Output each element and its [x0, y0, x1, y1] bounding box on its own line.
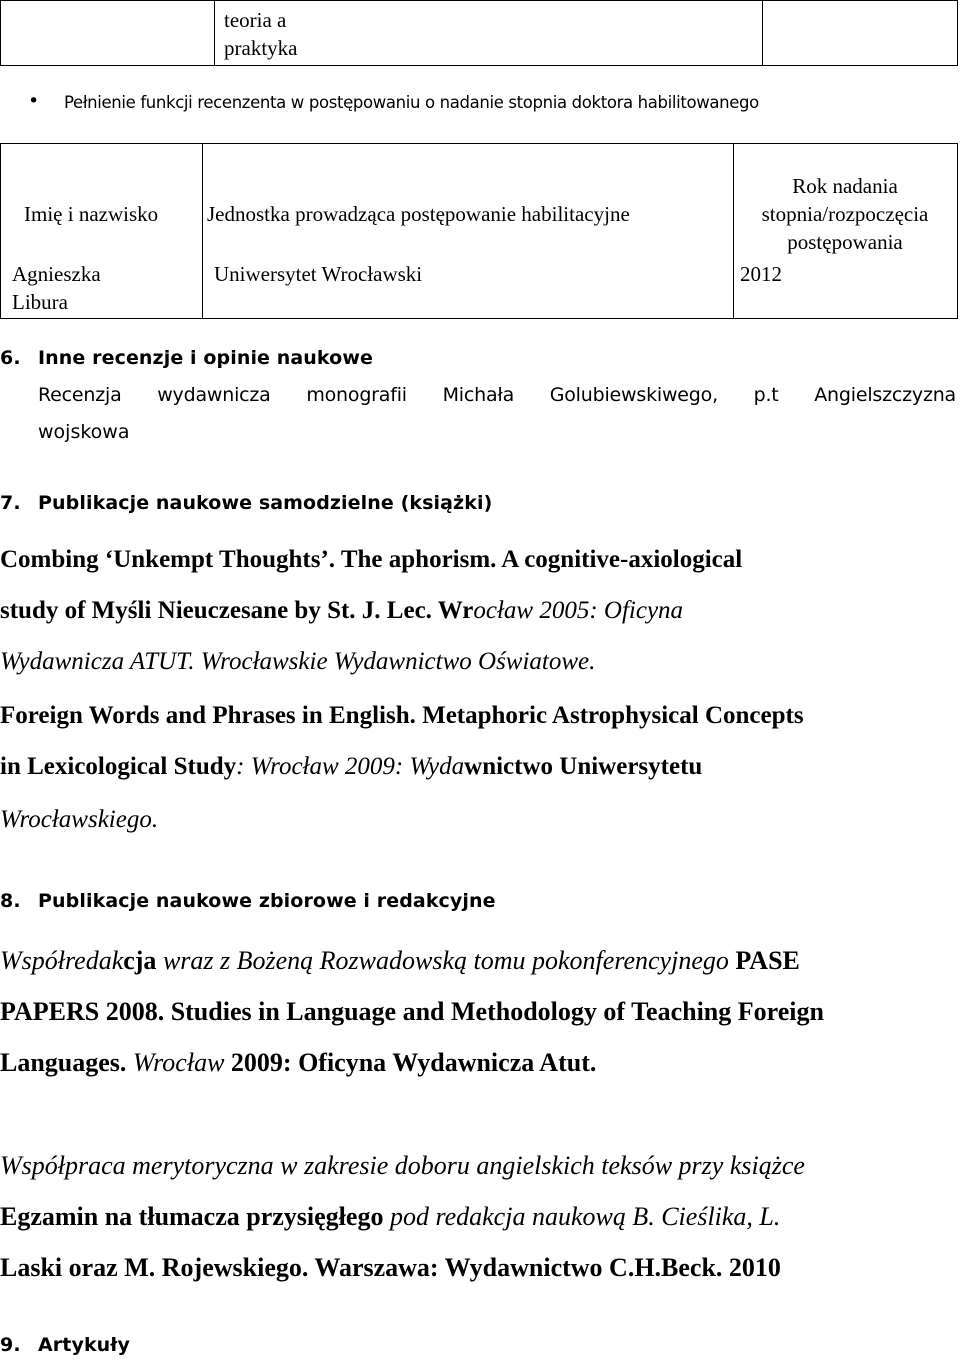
table-border-bottom	[0, 318, 958, 319]
section-8-heading	[0, 890, 496, 912]
table-border-left	[0, 0, 1, 66]
publication-line: in Lexicological Study: Wrocław 2009: Wydawnictwo Uniwersytetu	[0, 753, 703, 780]
publication-line: Współpraca merytoryczna w zakresie doboru angielskich teksów przy książce	[0, 1151, 805, 1180]
publication-line: Laski oraz M. Rojewskiego. Warszawa: Wydawnictwo C.H.Beck. 2010	[0, 1253, 781, 1282]
table-border-right	[957, 0, 958, 66]
table-divider	[214, 0, 215, 66]
table-cell-year: 2012	[740, 262, 782, 286]
table-border-bottom	[0, 65, 958, 66]
publication-line: Foreign Words and Phrases in English. Metaphoric Astrophysical Concepts	[0, 702, 804, 729]
publication-line: Languages. Wrocław 2009: Oficyna Wydawnicza Atut.	[0, 1048, 597, 1077]
section-9-heading	[0, 1334, 130, 1356]
section-title: Publikacje naukowe zbiorowe i redakcyjne	[38, 890, 496, 912]
table-border-top	[0, 0, 958, 1]
table-cell-text: teoria a praktyka	[224, 8, 298, 60]
publication-line: Wydawnicza ATUT. Wrocławskie Wydawnictwo Oświatowe.	[0, 648, 596, 675]
publication-line: study of Myśli Nieuczesane by St. J. Lec. Wrocław 2005: Oficyna	[0, 597, 684, 624]
table-border-left	[0, 143, 1, 319]
column-header-unit: Jednostka prowadząca postępowanie habilitacyjne	[207, 202, 630, 226]
publication-line: Wrocławskiego.	[0, 806, 159, 833]
bullet-icon: •	[28, 90, 40, 112]
table-divider	[733, 143, 734, 319]
table-divider	[202, 143, 203, 319]
table-cell-name: Agnieszka Libura	[12, 262, 101, 314]
table-border-top	[0, 143, 958, 144]
section-number: 8.	[0, 890, 21, 912]
review-text-line: Recenzja wydawnicza monografii Michała Golubiewskiwego, p.t Angielszczyzna	[38, 384, 956, 406]
publication-line: Egzamin na tłumacza przysięgłego pod redakcja naukową B. Cieślika, L.	[0, 1202, 781, 1231]
section-6-heading	[0, 347, 373, 369]
table-border-right	[957, 143, 958, 319]
section-number: 9.	[0, 1334, 21, 1356]
table-cell-unit: Uniwersytet Wrocławski	[214, 262, 423, 286]
column-header-year: Rok nadania stopnia/rozpoczęcia postępowania	[761, 174, 929, 254]
section-number: 7.	[0, 492, 21, 514]
section-7-heading	[0, 492, 492, 514]
table-divider	[762, 0, 763, 66]
column-header-name: Imię i nazwisko	[24, 202, 159, 226]
section-title: Inne recenzje i opinie naukowe	[38, 347, 373, 369]
section-title: Publikacje naukowe samodzielne (książki)	[38, 492, 493, 514]
publication-line: Combing ‘Unkempt Thoughts’. The aphorism. A cognitive-axiological	[0, 546, 743, 573]
publication-line: Współredakcja wraz z Bożeną Rozwadowską tomu pokonferencyjnego PASE	[0, 946, 800, 975]
review-text-line: wojskowa	[38, 421, 130, 443]
section-title: Artykuły	[38, 1334, 130, 1356]
bullet-item-text: Pełnienie funkcji recenzenta w postępowaniu o nadanie stopnia doktora habilitowanego	[64, 93, 759, 112]
publication-line: PAPERS 2008. Studies in Language and Methodology of Teaching Foreign	[0, 997, 824, 1026]
section-number: 6.	[0, 347, 21, 369]
